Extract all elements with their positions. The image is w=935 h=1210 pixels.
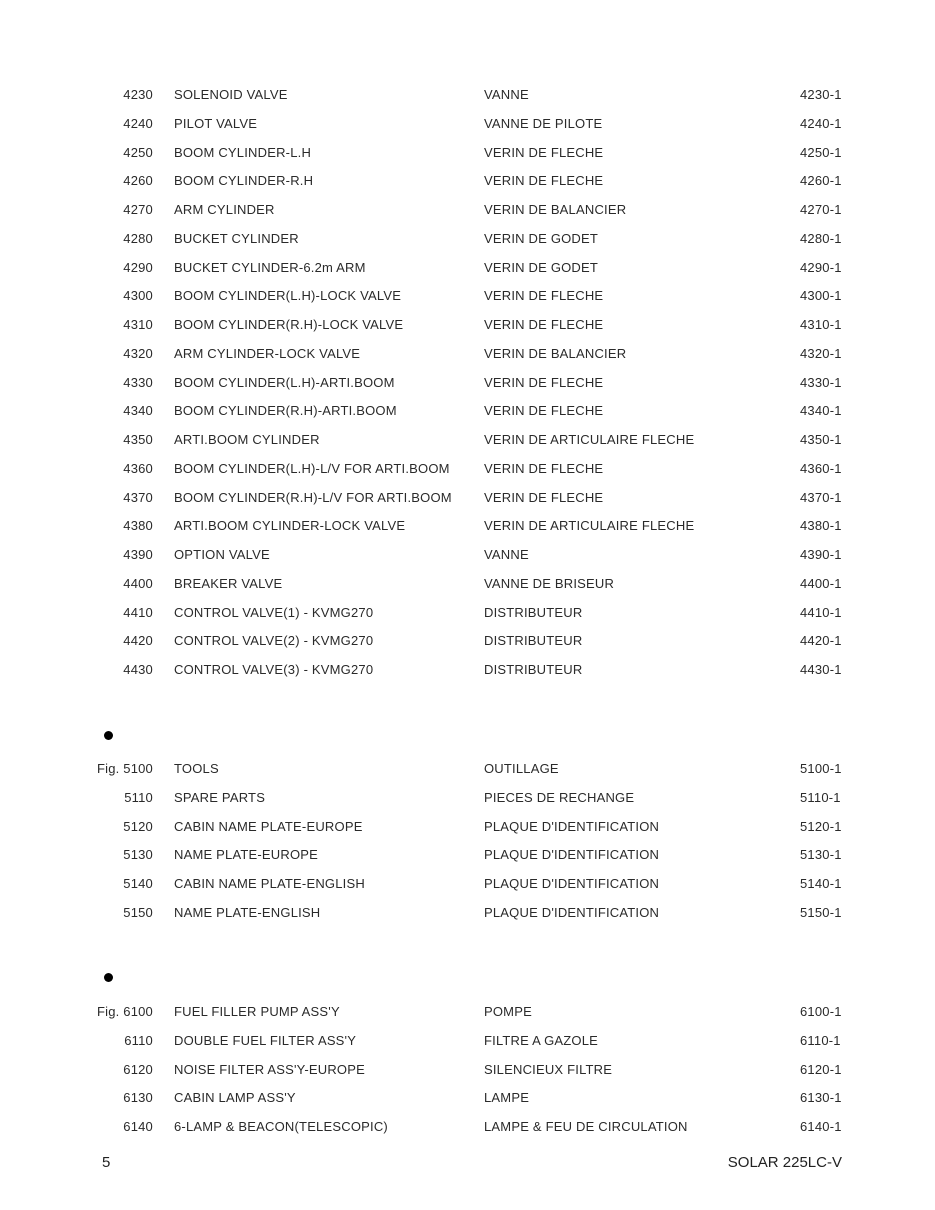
english-name: CABIN NAME PLATE-ENGLISH	[174, 876, 365, 891]
french-name: VANNE DE PILOTE	[484, 115, 603, 131]
figure-number: 5150	[123, 904, 153, 920]
figure-number: 6110	[124, 1032, 153, 1048]
figure-number: 6140	[123, 1119, 153, 1134]
index-row	[0, 488, 935, 508]
index-row	[0, 401, 935, 421]
section-bullet-icon	[104, 731, 113, 740]
french-name: VANNE DE BRISEUR	[484, 575, 615, 591]
page-reference: 4370-1	[800, 489, 842, 505]
french-name: VERIN DE FLECHE	[484, 173, 604, 189]
index-row	[0, 344, 935, 364]
page-reference: 4430-1	[800, 662, 842, 677]
index-row	[0, 459, 935, 479]
page-reference: 5150-1	[800, 904, 842, 920]
index-row	[0, 903, 935, 923]
page-reference: 4230-1	[800, 87, 842, 102]
french-name: VERIN DE FLECHE	[484, 460, 604, 476]
english-name: BOOM CYLINDER(L.H)-L/V FOR ARTI.BOOM	[174, 460, 450, 476]
index-row	[0, 85, 935, 105]
french-name: DISTRIBUTEUR	[484, 633, 583, 649]
index-row	[0, 574, 935, 594]
index-row	[0, 817, 935, 837]
english-name: OPTION VALVE	[174, 547, 270, 562]
figure-number: Fig. 5100	[96, 761, 153, 776]
french-name: VERIN DE ARTICULAIRE FLECHE	[484, 432, 695, 447]
figure-number: 4400	[123, 575, 153, 591]
english-name: NAME PLATE-EUROPE	[174, 847, 319, 863]
page-reference: 4350-1	[800, 432, 842, 447]
figure-number: 4380	[123, 518, 153, 534]
page-number: 5	[102, 1154, 111, 1171]
french-name: LAMPE	[484, 1090, 530, 1106]
french-name: VANNE	[484, 547, 529, 562]
english-name: ARM CYLINDER	[174, 202, 275, 217]
index-row	[0, 171, 935, 191]
french-name: VERIN DE BALANCIER	[484, 202, 627, 217]
page-reference: 4360-1	[800, 460, 842, 476]
page-reference: 4280-1	[800, 230, 842, 246]
english-name: SOLENOID VALVE	[174, 87, 288, 102]
index-row	[0, 545, 935, 565]
index-row	[0, 1002, 935, 1022]
french-name: FILTRE A GAZOLE	[484, 1032, 599, 1048]
figure-number: 4390	[123, 547, 153, 562]
english-name: 6-LAMP & BEACON(TELESCOPIC)	[174, 1119, 388, 1134]
index-row	[0, 516, 935, 536]
french-name: POMPE	[484, 1004, 532, 1019]
page-reference: 4420-1	[800, 633, 842, 649]
english-name: CONTROL VALVE(3) - KVMG270	[174, 662, 374, 677]
french-name: PLAQUE D'IDENTIFICATION	[484, 818, 660, 834]
figure-number: 5120	[123, 818, 153, 834]
french-name: VERIN DE FLECHE	[484, 489, 604, 505]
french-name: VERIN DE FLECHE	[484, 144, 604, 160]
page-reference: 4260-1	[800, 173, 842, 189]
index-row	[0, 315, 935, 335]
french-name: OUTILLAGE	[484, 761, 559, 776]
page-reference: 4390-1	[800, 547, 842, 562]
index-row	[0, 631, 935, 651]
french-name: VERIN DE GODET	[484, 230, 599, 246]
figure-number: 4320	[123, 345, 153, 361]
index-row	[0, 759, 935, 779]
index-row	[0, 229, 935, 249]
figure-number: 4350	[123, 432, 153, 447]
index-row	[0, 1088, 935, 1108]
index-row	[0, 874, 935, 894]
french-name: VERIN DE FLECHE	[484, 374, 604, 390]
english-name: ARTI.BOOM CYLINDER-LOCK VALVE	[174, 518, 406, 534]
english-name: BOOM CYLINDER-L.H	[174, 144, 312, 160]
english-name: PILOT VALVE	[174, 115, 258, 131]
figure-number: 5130	[123, 847, 153, 863]
index-row	[0, 1060, 935, 1080]
figure-number: 6120	[123, 1061, 153, 1077]
figure-number: 4310	[123, 317, 153, 332]
page-reference: 4270-1	[800, 202, 842, 217]
figure-number: 4370	[123, 489, 153, 505]
french-name: PIECES DE RECHANGE	[484, 789, 635, 805]
english-name: BOOM CYLINDER(R.H)-L/V FOR ARTI.BOOM	[174, 489, 452, 505]
french-name: PLAQUE D'IDENTIFICATION	[484, 904, 660, 920]
index-row	[0, 258, 935, 278]
page-reference: 6110-1	[800, 1032, 841, 1048]
french-name: VERIN DE ARTICULAIRE FLECHE	[484, 518, 695, 534]
page-reference: 4320-1	[800, 345, 842, 361]
page-reference: 6130-1	[800, 1090, 842, 1106]
french-name: SILENCIEUX FILTRE	[484, 1061, 613, 1077]
figure-number: 4430	[123, 662, 153, 677]
index-row	[0, 430, 935, 450]
french-name: PLAQUE D'IDENTIFICATION	[484, 876, 660, 891]
french-name: DISTRIBUTEUR	[484, 604, 583, 620]
english-name: CABIN LAMP ASS'Y	[174, 1090, 296, 1106]
page-reference: 5140-1	[800, 876, 842, 891]
figure-number: 4270	[123, 202, 153, 217]
english-name: CABIN NAME PLATE-EUROPE	[174, 818, 363, 834]
index-row	[0, 788, 935, 808]
english-name: NAME PLATE-ENGLISH	[174, 904, 321, 920]
index-row	[0, 200, 935, 220]
english-name: BOOM CYLINDER(L.H)-ARTI.BOOM	[174, 374, 395, 390]
figure-number: 4340	[123, 403, 153, 419]
index-row	[0, 286, 935, 306]
french-name: DISTRIBUTEUR	[484, 662, 583, 677]
page-reference: 5130-1	[800, 847, 842, 863]
figure-number: 4330	[123, 374, 153, 390]
english-name: ARM CYLINDER-LOCK VALVE	[174, 345, 361, 361]
english-name: BOOM CYLINDER-R.H	[174, 173, 314, 189]
model-name: SOLAR 225LC-V	[727, 1154, 842, 1171]
english-name: SPARE PARTS	[174, 789, 266, 805]
figure-number: 5110	[124, 789, 153, 805]
french-name: VERIN DE FLECHE	[484, 288, 604, 304]
index-row	[0, 1117, 935, 1137]
page-reference: 4410-1	[800, 604, 842, 620]
page-reference: 6100-1	[800, 1004, 842, 1019]
page-reference: 4250-1	[800, 144, 842, 160]
english-name: BUCKET CYLINDER-6.2m ARM	[174, 259, 366, 275]
french-name: VERIN DE BALANCIER	[484, 345, 627, 361]
english-name: BOOM CYLINDER(R.H)-ARTI.BOOM	[174, 403, 397, 419]
index-row	[0, 373, 935, 393]
figure-number: 4410	[123, 604, 153, 620]
english-name: FUEL FILLER PUMP ASS'Y	[174, 1004, 340, 1019]
page-reference: 4240-1	[800, 115, 842, 131]
english-name: CONTROL VALVE(2) - KVMG270	[174, 633, 374, 649]
english-name: TOOLS	[174, 761, 219, 776]
english-name: DOUBLE FUEL FILTER ASS'Y	[174, 1032, 357, 1048]
french-name: VERIN DE FLECHE	[484, 403, 604, 419]
english-name: ARTI.BOOM CYLINDER	[174, 432, 320, 447]
page-reference: 6140-1	[800, 1119, 842, 1134]
figure-number: 4300	[123, 288, 153, 304]
figure-number: 4360	[123, 460, 153, 476]
french-name: VERIN DE FLECHE	[484, 317, 604, 332]
page-reference: 5100-1	[800, 761, 842, 776]
figure-number: 4280	[123, 230, 153, 246]
index-row	[0, 143, 935, 163]
figure-number: 4250	[123, 144, 153, 160]
index-row	[0, 603, 935, 623]
figure-number: Fig. 6100	[96, 1004, 153, 1019]
figure-number: 4420	[123, 633, 153, 649]
french-name: VANNE	[484, 87, 529, 102]
english-name: CONTROL VALVE(1) - KVMG270	[174, 604, 374, 620]
figure-number: 6130	[123, 1090, 153, 1106]
french-name: LAMPE & FEU DE CIRCULATION	[484, 1119, 688, 1134]
figure-number: 5140	[123, 876, 153, 891]
page-reference: 4340-1	[800, 403, 842, 419]
page-reference: 6120-1	[800, 1061, 842, 1077]
figure-number: 4240	[123, 115, 153, 131]
page-reference: 4300-1	[800, 288, 842, 304]
figure-number: 4290	[123, 259, 153, 275]
section-bullet-icon	[104, 973, 113, 982]
index-row	[0, 660, 935, 680]
index-row	[0, 114, 935, 134]
page-reference: 5120-1	[800, 818, 842, 834]
page-reference: 5110-1	[800, 789, 841, 805]
french-name: VERIN DE GODET	[484, 259, 599, 275]
figure-number: 4260	[123, 173, 153, 189]
french-name: PLAQUE D'IDENTIFICATION	[484, 847, 660, 863]
page-reference: 4380-1	[800, 518, 842, 534]
english-name: BREAKER VALVE	[174, 575, 283, 591]
index-row	[0, 845, 935, 865]
english-name: BOOM CYLINDER(R.H)-LOCK VALVE	[174, 317, 404, 332]
page-reference: 4330-1	[800, 374, 842, 390]
page-reference: 4400-1	[800, 575, 842, 591]
page-reference: 4290-1	[800, 259, 842, 275]
english-name: NOISE FILTER ASS'Y-EUROPE	[174, 1061, 365, 1077]
figure-number: 4230	[123, 87, 153, 102]
english-name: BOOM CYLINDER(L.H)-LOCK VALVE	[174, 288, 402, 304]
page-reference: 4310-1	[800, 317, 842, 332]
english-name: BUCKET CYLINDER	[174, 230, 299, 246]
index-row	[0, 1031, 935, 1051]
